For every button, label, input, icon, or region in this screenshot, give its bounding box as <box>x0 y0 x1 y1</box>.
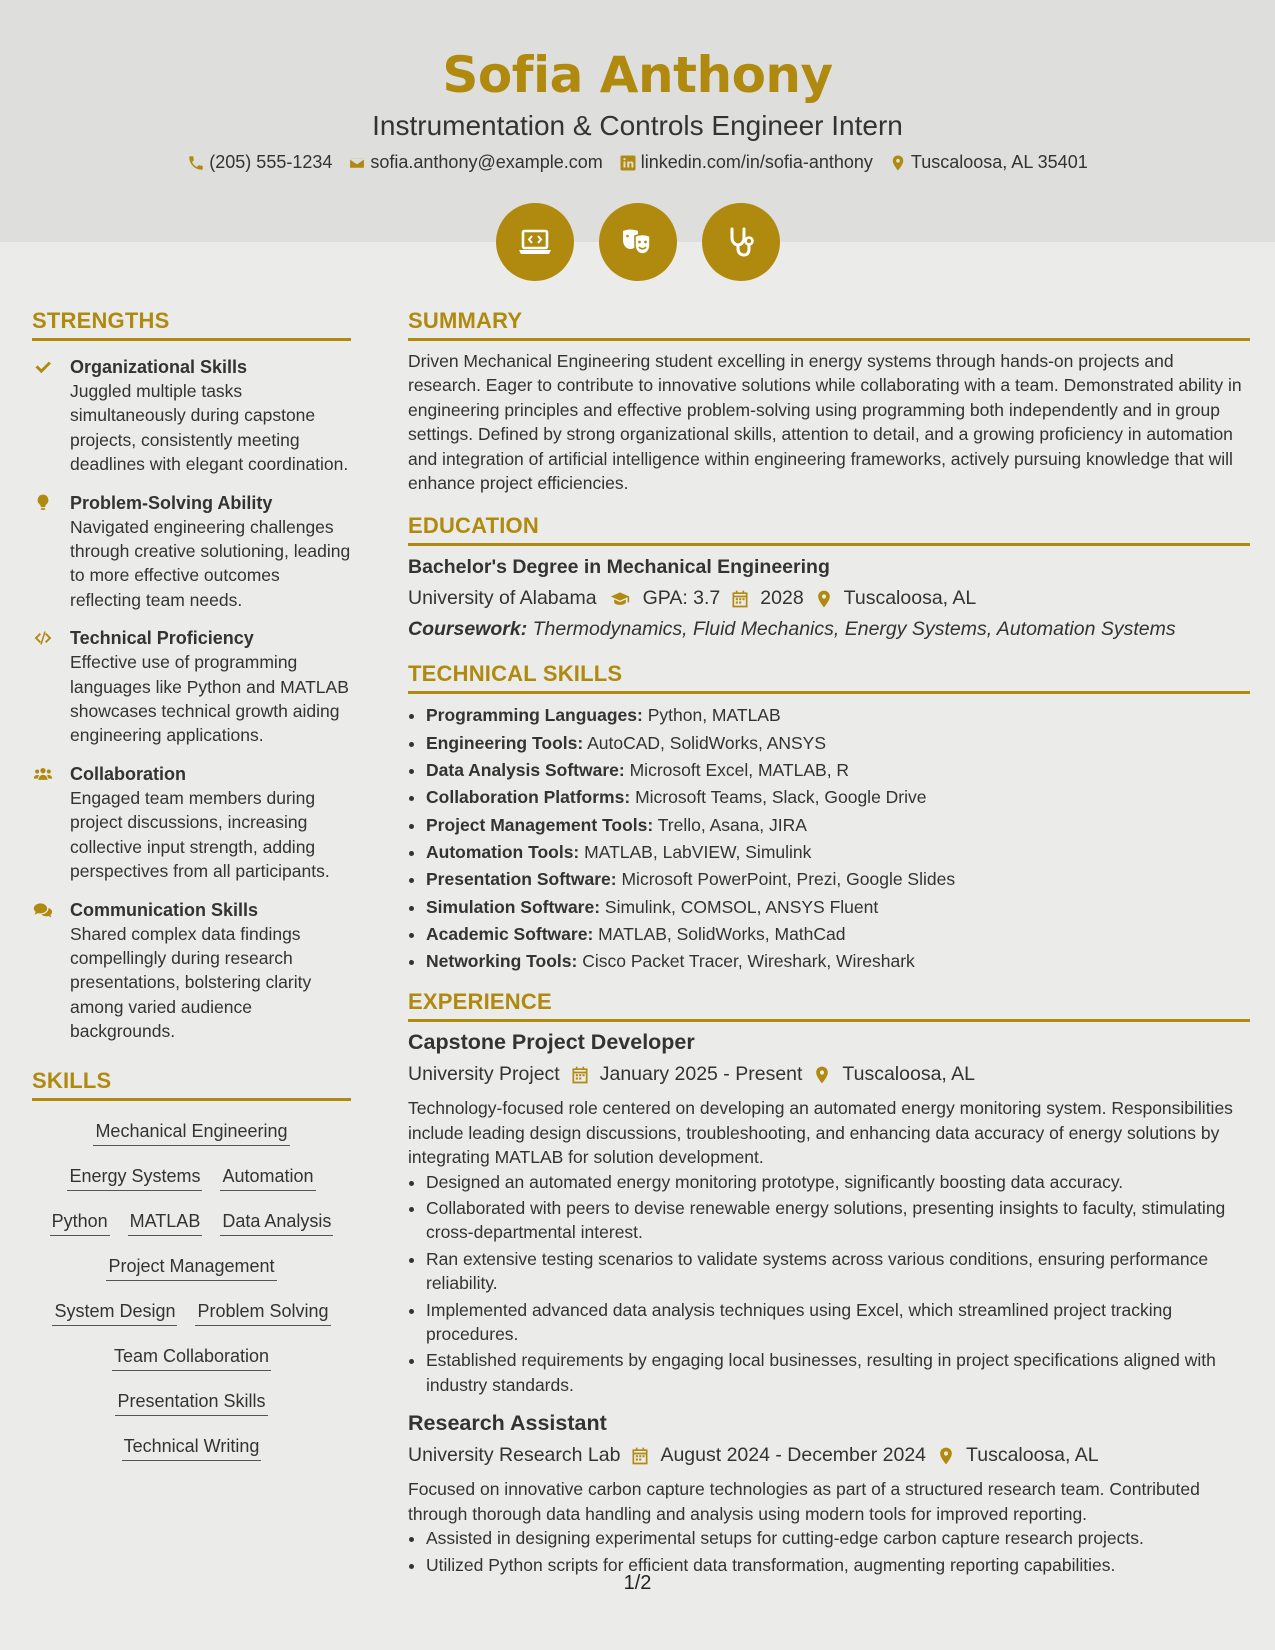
badge-laptop <box>496 203 574 281</box>
contact-phone[interactable] <box>187 152 332 173</box>
skill-chip: Python <box>50 1211 110 1236</box>
experience-list <box>408 1030 1250 1577</box>
laptop-code-icon <box>515 222 555 262</box>
skill-chip: Presentation Skills <box>115 1391 267 1416</box>
job-bullet: • Implemented advanced data analysis techniques using Excel, which streamlined project tracking procedures. <box>426 1298 1250 1347</box>
summary-text: Driven Mechanical Engineering student excelling in energy systems through hands-on projects and research. Eager to contribute to innovative solutions while collaborating with a team. Demonstrated ability in engineering principles and effective problem-solving using programming both independently and in group settings. Defined by strong organizational skills, attention to detail, and a growing proficiency in automation and integration of artificial intelligence within engineering frameworks, actively pursuing knowledge that will enhance project efficiencies. <box>408 351 1242 494</box>
technical-skill-item <box>426 866 1250 893</box>
skill-row <box>32 1246 351 1291</box>
calendar-icon <box>630 1446 650 1466</box>
technical-skill-item <box>426 730 1250 757</box>
technical-skill-item <box>426 757 1250 784</box>
technical-skill-value: Trello, Asana, JIRA <box>657 814 807 835</box>
job-dates: August 2024 - December 2024 <box>660 1444 927 1467</box>
skill-row <box>32 1111 351 1156</box>
technical-skill-label: Presentation Software: <box>426 869 617 890</box>
badge-stethoscope <box>702 203 780 281</box>
technical-skill-label: Automation Tools: <box>426 841 580 862</box>
job-bullet: • Assisted in designing experimental setups for cutting-edge carbon capture research projects. <box>426 1526 1250 1550</box>
technical-skill-value: Microsoft PowerPoint, Prezi, Google Slides <box>621 869 956 890</box>
technical-skills-list <box>408 702 1250 975</box>
contact-email[interactable] <box>348 152 602 173</box>
coursework-label: Coursework: <box>408 618 528 641</box>
code-icon <box>32 628 54 648</box>
calendar-icon <box>730 589 750 609</box>
strength-description: Engaged team members during project discussions, increasing collective input strength, adding perspectives from all participants. <box>70 787 330 882</box>
skill-chip: System Design <box>52 1301 177 1326</box>
contact-linkedin[interactable] <box>619 152 873 173</box>
skill-chip: Technical Writing <box>122 1436 262 1461</box>
strength-description: Shared complex data findings compellingly during research presentations, bolstering clarity among varied audience backgrounds. <box>70 923 312 1042</box>
technical-skill-item <box>426 702 1250 729</box>
skill-chip: Problem Solving <box>195 1301 330 1326</box>
technical-skill-label: Programming Languages: <box>426 705 643 726</box>
skill-chip: Data Analysis <box>220 1211 333 1236</box>
badge-masks <box>599 203 677 281</box>
job-description: Technology-focused role centered on developing an automated energy monitoring system. Responsibilities include leading design discussions, troubleshooting, and enhancing data accuracy of energy solutions by integrating MATLAB for solution development. <box>408 1098 1233 1168</box>
education-meta <box>408 587 1250 610</box>
technical-skill-label: Academic Software: <box>426 923 594 944</box>
job-bullet: • Utilized Python scripts for efficient data transformation, augmenting reporting capabilities. <box>426 1553 1250 1577</box>
job-location: Tuscaloosa, AL <box>966 1444 1099 1467</box>
job-title: Instrumentation & Controls Engineer Intern <box>372 110 903 141</box>
skill-row <box>32 1381 351 1426</box>
technical-skill-value: Python, MATLAB <box>647 705 781 726</box>
technical-skill-label: Networking Tools: <box>426 951 578 972</box>
job-dates: January 2025 - Present <box>599 1063 803 1086</box>
technical-skill-value: Microsoft Excel, MATLAB, R <box>629 760 850 781</box>
strength-item <box>32 491 351 613</box>
skill-chip: Automation <box>220 1166 315 1191</box>
job-organization: University Research Lab <box>408 1444 621 1467</box>
job-meta <box>408 1444 1250 1467</box>
lightbulb-icon <box>32 493 54 513</box>
technical-skill-item <box>426 921 1250 948</box>
theater-masks-icon <box>618 222 658 262</box>
technical-skill-value: MATLAB, LabVIEW, Simulink <box>584 841 812 862</box>
phone-icon <box>187 154 205 172</box>
job-bullet: • Ran extensive testing scenarios to validate systems across various conditions, ensuring performance reliability. <box>426 1247 1250 1296</box>
check-icon <box>32 357 54 377</box>
candidate-name: Sofia Anthony <box>442 46 833 104</box>
job-bullet: • Established requirements by engaging local businesses, resulting in project specifications aligned with industry standards. <box>426 1348 1250 1397</box>
technical-skill-label: Data Analysis Software: <box>426 760 625 781</box>
strength-title: Communication Skills <box>70 899 259 920</box>
job-bullets <box>408 1170 1250 1398</box>
technical-skill-label: Simulation Software: <box>426 896 601 917</box>
calendar-icon <box>570 1065 590 1085</box>
skills-heading: SKILLS <box>32 1068 351 1101</box>
technical-skill-value: AutoCAD, SolidWorks, ANSYS <box>587 732 827 753</box>
job-location: Tuscaloosa, AL <box>842 1063 976 1086</box>
interest-badges <box>0 203 1275 281</box>
experience-heading: EXPERIENCE <box>408 989 1250 1022</box>
technical-skill-item <box>426 812 1250 839</box>
strength-title: Collaboration <box>70 763 186 784</box>
degree-title: Bachelor's Degree in Mechanical Engineering <box>408 556 830 579</box>
technical-skill-label: Engineering Tools: <box>426 732 584 753</box>
technical-skill-value: Cisco Packet Tracer, Wireshark, Wireshark <box>582 951 915 972</box>
skill-row <box>32 1426 351 1471</box>
gpa: GPA: 3.7 <box>642 587 721 610</box>
technical-skill-value: Simulink, COMSOL, ANSYS Fluent <box>604 896 879 917</box>
job-entry <box>408 1411 1250 1577</box>
page-number: 1/2 <box>623 1572 652 1594</box>
job-entry <box>408 1030 1250 1397</box>
technical-skill-value: MATLAB, SolidWorks, MathCad <box>598 923 846 944</box>
left-column <box>32 308 351 1471</box>
technical-skill-label: Collaboration Platforms: <box>426 787 631 808</box>
summary-heading: SUMMARY <box>408 308 1250 341</box>
school-location: Tuscaloosa, AL <box>843 587 977 610</box>
skill-chip: MATLAB <box>128 1211 203 1236</box>
technical-skill-item <box>426 894 1250 921</box>
skill-row <box>32 1201 351 1246</box>
strength-description: Navigated engineering challenges through creative solutioning, leading to more effective outcomes reflecting team needs. <box>70 516 351 610</box>
skill-row <box>32 1336 351 1381</box>
strength-description: Effective use of programming languages like Python and MATLAB showcases technical growth aiding engineering applications. <box>70 652 349 746</box>
strength-title: Organizational Skills <box>70 357 248 377</box>
right-column <box>408 308 1250 1579</box>
strength-item <box>32 626 351 748</box>
technical-skill-item <box>426 784 1250 811</box>
skill-chip: Project Management <box>106 1256 276 1281</box>
technical-skill-value: Microsoft Teams, Slack, Google Drive <box>635 787 927 808</box>
contact-location <box>889 152 1088 173</box>
envelope-icon <box>348 154 366 172</box>
location-pin-icon <box>814 589 834 609</box>
contact-text: linkedin.com/in/sofia-anthony <box>640 152 873 172</box>
coursework <box>408 618 1250 641</box>
skill-chip: Team Collaboration <box>112 1346 271 1371</box>
contact-text: (205) 555-1234 <box>209 152 333 172</box>
graduation-cap-icon <box>607 589 633 609</box>
skills-list <box>32 1111 351 1471</box>
strength-item <box>32 762 351 884</box>
strengths-heading: STRENGTHS <box>32 308 351 341</box>
technical-skill-label: Project Management Tools: <box>426 814 654 835</box>
coursework-list: Thermodynamics, Fluid Mechanics, Energy Systems, Automation Systems <box>532 618 1176 641</box>
job-position: Capstone Project Developer <box>408 1030 695 1055</box>
job-bullet: • Designed an automated energy monitoring prototype, significantly boosting data accuracy. <box>426 1170 1250 1194</box>
graduation-year: 2028 <box>760 587 804 610</box>
strength-description: Juggled multiple tasks simultaneously during capstone projects, consistently meeting deadlines with elegant coordination. <box>70 381 349 475</box>
strength-title: Technical Proficiency <box>70 628 254 649</box>
technical-skills-heading: TECHNICAL SKILLS <box>408 661 1250 694</box>
job-meta <box>408 1063 1250 1086</box>
job-description: Focused on innovative carbon capture technologies as part of a structured research team. Contributed through thorough data handling and analysis using modern tools for improved reporting. <box>408 1479 1200 1524</box>
school-name: University of Alabama <box>408 587 597 610</box>
location-pin-icon <box>936 1446 956 1466</box>
technical-skill-item <box>426 948 1250 975</box>
location-pin-icon <box>889 154 907 172</box>
job-organization: University Project <box>408 1063 560 1086</box>
strength-item <box>32 898 351 1044</box>
comments-icon <box>32 900 54 920</box>
stethoscope-icon <box>721 222 761 262</box>
job-bullet: • Collaborated with peers to devise renewable energy solutions, presenting insights to faculty, stimulating cross-departmental interest. <box>426 1196 1250 1245</box>
skill-row <box>32 1291 351 1336</box>
contact-text: sofia.anthony@example.com <box>370 152 603 172</box>
skill-chip: Energy Systems <box>67 1166 202 1191</box>
users-icon <box>32 764 54 784</box>
strength-item <box>32 355 351 477</box>
job-bullets <box>408 1526 1250 1577</box>
job-position: Research Assistant <box>408 1411 607 1436</box>
skill-chip: Mechanical Engineering <box>93 1121 289 1146</box>
linkedin-icon <box>619 154 637 172</box>
contact-text: Tuscaloosa, AL 35401 <box>910 152 1088 172</box>
strength-title: Problem-Solving Ability <box>70 492 273 513</box>
technical-skill-item <box>426 839 1250 866</box>
skill-row <box>32 1156 351 1201</box>
education-heading: EDUCATION <box>408 513 1250 546</box>
location-pin-icon <box>812 1065 832 1085</box>
contact-bar <box>0 152 1275 173</box>
